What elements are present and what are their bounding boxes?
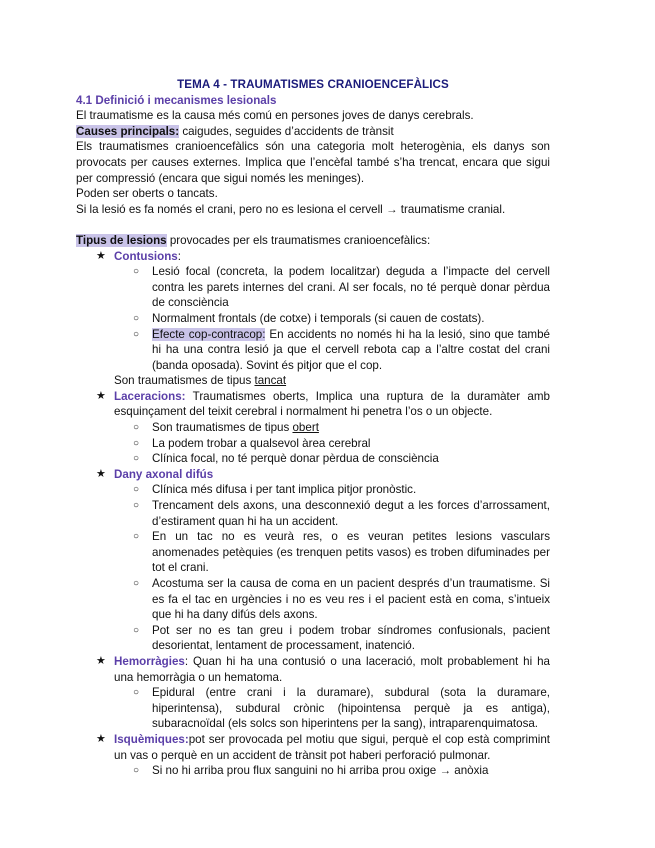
contusions-type-line: Son traumatismes de tipus tancat <box>114 374 287 388</box>
list-item: ○ Son traumatismes de tipus obert <box>133 421 319 435</box>
laceracions-label: Laceracions: <box>114 389 186 403</box>
causes-line <box>76 124 550 140</box>
circle-bullet-icon: ○ <box>133 453 140 465</box>
circle-bullet-icon: ○ <box>133 312 140 324</box>
types-text: provocades per els traumatismes cranioencefàlics: <box>166 233 431 247</box>
contusions-colon: : <box>177 249 181 263</box>
circle-bullet-icon: ○ <box>133 531 140 543</box>
circle-bullet-icon: ○ <box>133 437 140 449</box>
list-item: ○ La podem trobar a qualsevol àrea cerebral <box>133 436 371 450</box>
list-item: ○ Pot ser no es tan greu i podem trobar síndromes confusionals, pacient desorientat, lentament de processament, inatenció. <box>133 623 550 653</box>
section-heading: 4.1 Definició i mecanismes lesionals <box>76 93 277 107</box>
heterogeneity-paragraph: Els traumatismes cranioencefàlics són una categoria molt heterogènia, els danys son provocats per causes externes. Implica que l’encèfal també s’ha trencat, encara que sigui per compressió (encara que sigui només les meninges). <box>76 140 550 185</box>
circle-bullet-icon: ○ <box>133 484 140 496</box>
circle-bullet-icon: ○ <box>133 624 140 636</box>
causes-label: Causes principals: <box>76 124 180 138</box>
circle-bullet-icon: ○ <box>133 500 140 512</box>
coup-label: Efecte cop-contracop: <box>152 327 266 341</box>
types-label: Tipus de lesions <box>76 233 167 247</box>
circle-bullet-icon: ○ <box>133 266 140 278</box>
star-bullet-icon: ★ <box>96 732 106 745</box>
dany-axonal-label: Dany axonal difús <box>114 467 214 481</box>
types-line <box>76 233 550 249</box>
circle-bullet-icon: ○ <box>133 328 140 340</box>
star-bullet-icon: ★ <box>96 467 106 480</box>
intro-paragraph: El traumatisme es la causa més comú en persones joves de danys cerebrals. <box>76 109 474 123</box>
list-item: ○ Acostuma ser la causa de coma en un pacient després d’un traumatisme. Si es fa el tac en urgències i no es veu res i el pacient està en coma, s’intueix que hi ha dany difús dels axons. <box>133 577 550 622</box>
circle-bullet-icon: ○ <box>133 578 140 589</box>
circle-bullet-icon: ○ <box>133 765 140 777</box>
causes-text: caigudes, seguides d’accidents de trànsit <box>179 124 394 138</box>
list-item: ○ Trencament dels axons, una desconnexió degut a les forces d’arrossament, d’estirament quan hi ha un accident. <box>133 499 550 528</box>
list-item-dany-axonal <box>76 467 550 483</box>
document-page <box>76 77 550 779</box>
list-item: ○ En un tac no es veurà res, o es veuran petites lesions vasculars anomenades petèquies (es trenquen petits vasos) es troben difuminades per tot el crani. <box>133 530 550 575</box>
list-item: ○ Lesió focal (concreta, la podem localitzar) deguda a l’impacte del cervell contra les parets internes del crani. Al ser focals, no té perquè donar pèrdua de consciència <box>133 265 550 310</box>
circle-bullet-icon: ○ <box>133 422 140 434</box>
list-item: ○ Epidural (entre crani i la duramare), subdural (sota la duramare, hiperintensa), subdural crònic (hipointensa perquè ja es antiga), subaracnoïdal (els solcs son hiperintens per la sang), intraparenquimatosa. <box>133 686 550 731</box>
star-bullet-icon: ★ <box>96 249 106 262</box>
list-item-contusions <box>76 249 550 265</box>
list-item: ○ Normalment frontals (de cotxe) i temporals (si cauen de costats). <box>133 311 485 325</box>
open-closed-line: Poden ser oberts o tancats. <box>76 187 218 201</box>
hemorragies-label: Hemorràgies <box>114 654 185 668</box>
isquemiques-label: Isquèmiques: <box>114 732 189 746</box>
document-title: TEMA 4 - TRAUMATISMES CRANIOENCEFÀLICS <box>177 78 449 91</box>
circle-bullet-icon: ○ <box>133 687 140 699</box>
contusions-label: Contusions <box>114 249 178 263</box>
star-bullet-icon: ★ <box>96 389 106 402</box>
list-item: ○ Efecte cop-contracop: En accidents no només hi ha la lesió, sino que també hi ha una contra lesió ja que el cervell rebota cap a l’altre costat del crani (banda oposada). Sovint és pitjor que el cop. <box>133 327 550 372</box>
list-item: ○ Si no hi arriba prou flux sanguini no hi arriba prou oxige → anòxia <box>133 764 489 778</box>
star-bullet-icon: ★ <box>96 654 106 667</box>
list-item-isquemiques: ★ Isquèmiques:pot ser provocada pel motiu que sigui, perquè el cop està comprimint un vas o perquè en un accident de trànsit pot haberi perforació pulmonar. <box>96 732 550 762</box>
list-item: ○ Clínica focal, no té perquè donar pèrdua de consciència <box>133 452 439 466</box>
list-item-laceracions: ★ Laceracions: Traumatismes oberts, Implica una ruptura de la duramàter amb esquinçament del teixit cerebral i normalment hi penetra l’os o un objecte. <box>96 389 550 419</box>
list-item-hemorragies: ★ Hemorràgies: Quan hi ha una contusió o una laceració, molt probablement hi ha una hemorràgia o un hematoma. <box>96 654 550 684</box>
cranial-line: Si la lesió es fa només el crani, pero no es lesiona el cervell → traumatisme cranial. <box>76 202 506 216</box>
list-item: ○ Clínica més difusa i per tant implica pitjor pronòstic. <box>133 483 417 497</box>
